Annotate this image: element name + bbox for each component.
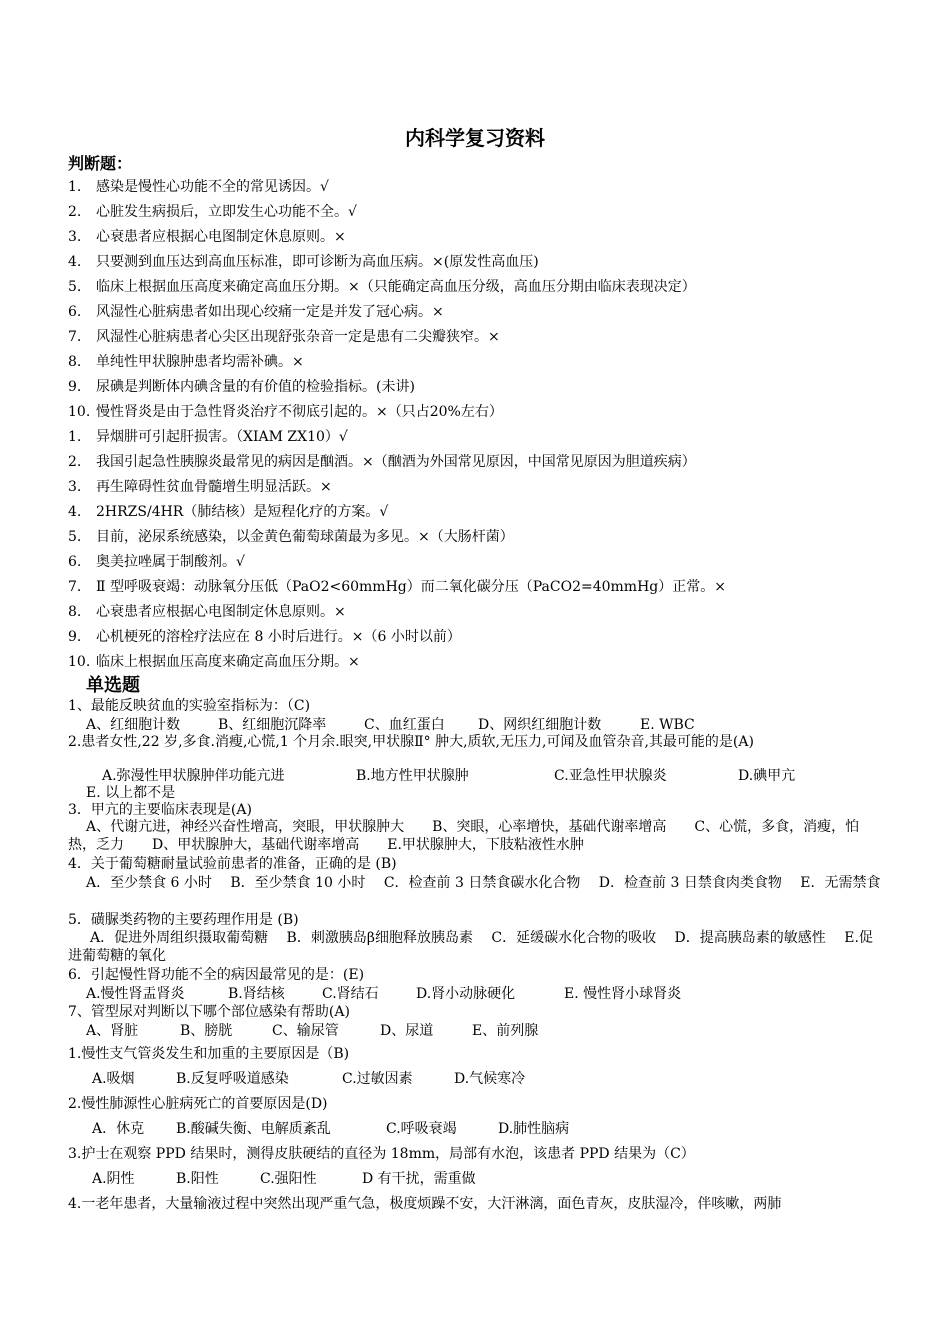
question-stem: 4．关于葡萄糖耐量试验前患者的准备，正确的是 (B): [68, 856, 397, 872]
question-option: B.酸碱失衡、电解质紊乱: [176, 1121, 331, 1137]
question-option: B、红细胞沉降率: [218, 717, 327, 733]
judge-item: 10. 临床上根据血压高度来确定高血压分期。×: [68, 654, 360, 670]
document-title: 内科学复习资料: [405, 126, 545, 150]
question-stem: 5．磺脲类药物的主要药理作用是 (B): [68, 912, 299, 928]
question-option: B、膀胱: [180, 1023, 233, 1039]
question-option: D、尿道: [380, 1023, 434, 1039]
judge-item: 2. 我国引起急性胰腺炎最常见的病因是酗酒。×（酗酒为外国常见原因，中国常见原因为胆道疾病）: [68, 454, 696, 470]
question-option: C.呼吸衰竭: [386, 1121, 457, 1137]
judge-item: 9. 尿碘是判断体内碘含量的有价值的检验指标。(未讲): [68, 379, 415, 395]
judge-item: 7. Ⅱ 型呼吸衰竭：动脉氧分压低（PaO2<60mmHg）而二氧化碳分压（PaCO2=40mmHg）正常。×: [68, 579, 726, 595]
question-options: A．至少禁食 6 小时 B．至少禁食 10 小时 C．检查前 3 日禁食碳水化合物 D．检查前 3 日禁食肉类食物 E．无需禁食: [86, 875, 881, 891]
question-stem: 1、最能反映贫血的实验室指标为：（C): [68, 698, 311, 714]
question-options: A、代谢亢进，神经兴奋性增高，突眼，甲状腺肿大 B、突眼，心率增快，基础代谢率增高 C、心慌，多食，消瘦，怕热，乏力 D、甲状腺肿大，基础代谢率增高 E.甲状腺肿大，下肢粘液性水肿: [68, 819, 860, 853]
question-option: D.碘甲亢: [738, 768, 796, 784]
question-option: E. WBC: [640, 717, 695, 733]
judge-item: 10. 慢性肾炎是由于急性肾炎治疗不彻底引起的。×（只占20%左右）: [68, 404, 503, 420]
judge-item: 7. 风湿性心脏病患者心尖区出现舒张杂音一定是患有二尖瓣狭窄。×: [68, 329, 500, 345]
judge-item: 3. 再生障碍性贫血骨髓增生明显活跃。×: [68, 479, 332, 495]
question-option: E、前列腺: [472, 1023, 539, 1039]
question-stem: 3．甲亢的主要临床表现是(A): [68, 802, 252, 818]
question-option: C.过敏因素: [342, 1071, 413, 1087]
question-option: C.肾结石: [322, 986, 379, 1002]
question-option: D 有干扰，需重做: [362, 1171, 476, 1187]
question-option: A.吸烟: [92, 1071, 135, 1087]
question-option: C、血红蛋白: [364, 717, 445, 733]
judge-item: 6. 风湿性心脏病患者如出现心绞痛一定是并发了冠心病。×: [68, 304, 444, 320]
question-option: C.亚急性甲状腺炎: [554, 768, 667, 784]
question-option: B.地方性甲状腺肿: [356, 768, 469, 784]
judge-item: 2. 心脏发生病损后，立即发生心功能不全。√: [68, 204, 357, 220]
question-option: A．休克: [92, 1121, 145, 1137]
question-stem: 2.慢性肺源性心脏病死亡的首要原因是(D): [68, 1096, 328, 1112]
judge-item: 9. 心机梗死的溶栓疗法应在 8 小时后进行。×（6 小时以前）: [68, 629, 461, 645]
question-option: A.阴性: [92, 1171, 135, 1187]
question-option: E. 以上都不是: [86, 785, 176, 801]
judge-heading: 判断题：: [68, 154, 133, 173]
question-stem: 3.护士在观察 PPD 结果时，测得皮肤硬结的直径为 18mm，局部有水泡，该患者 PPD 结果为（C）: [68, 1146, 695, 1162]
question-option: A、肾脏: [86, 1023, 139, 1039]
judge-item: 5. 临床上根据血压高度来确定高血压分期。×（只能确定高血压分级，高血压分期由临床表现决定）: [68, 279, 696, 295]
judge-item: 8. 单纯性甲状腺肿患者均需补碘。×: [68, 354, 304, 370]
single-choice-heading: 单选题: [86, 675, 140, 696]
judge-item: 4. 2HRZS/4HR（肺结核）是短程化疗的方案。√: [68, 504, 389, 520]
judge-item: 8. 心衰患者应根据心电图制定休息原则。×: [68, 604, 346, 620]
question-stem: 1.慢性支气管炎发生和加重的主要原因是（B): [68, 1046, 350, 1062]
question-option: B.肾结核: [228, 986, 285, 1002]
question-option: C.强阳性: [260, 1171, 317, 1187]
question-option: D、网织红细胞计数: [478, 717, 602, 733]
question-stem: 2.患者女性,22 岁,多食.消瘦,心慌,1 个月余.眼突,甲状腺Ⅱ° 肿大,质软,无压力,可闻及血管杂音,其最可能的是(A): [68, 734, 754, 750]
question-option: C、输尿管: [272, 1023, 339, 1039]
question-option: A.慢性肾盂肾炎: [86, 986, 185, 1002]
question-stem: 4.一老年患者，大量输液过程中突然出现严重气急，极度烦躁不安，大汗淋漓，面色青灰，皮肤湿冷，伴咳嗽，两肺: [68, 1196, 782, 1212]
judge-item: 4. 只要测到血压达到高血压标准，即可诊断为高血压病。×(原发性高血压): [68, 254, 539, 270]
question-option: D.肺性脑病: [498, 1121, 570, 1137]
judge-item: 6. 奥美拉唑属于制酸剂。√: [68, 554, 245, 570]
question-option: A、红细胞计数: [86, 717, 181, 733]
question-options: A．促进外周组织摄取葡萄糖 B．刺激胰岛β细胞释放胰岛素 C．延缓碳水化合物的吸收 D．提高胰岛素的敏感性 E.促进葡萄糖的氧化: [68, 930, 873, 964]
judge-item: 3. 心衰患者应根据心电图制定休息原则。×: [68, 229, 346, 245]
judge-item: 5. 目前，泌尿系统感染，以金黄色葡萄球菌最为多见。×（大肠杆菌）: [68, 529, 514, 545]
question-option: A.弥漫性甲状腺肿伴功能亢进: [102, 768, 285, 784]
question-option: E. 慢性肾小球肾炎: [564, 986, 682, 1002]
judge-item: 1. 异烟肼可引起肝损害。（XIAM ZX10）√: [68, 429, 348, 445]
judge-item: 1. 感染是慢性心功能不全的常见诱因。√: [68, 179, 329, 195]
question-option: D.气候寒冷: [454, 1071, 526, 1087]
question-option: B.反复呼吸道感染: [176, 1071, 289, 1087]
question-stem: 6．引起慢性肾功能不全的病因最常见的是：(E): [68, 967, 365, 983]
question-option: B.阳性: [176, 1171, 219, 1187]
question-option: D.肾小动脉硬化: [416, 986, 516, 1002]
question-stem: 7、管型尿对判断以下哪个部位感染有帮助(A): [68, 1004, 350, 1020]
